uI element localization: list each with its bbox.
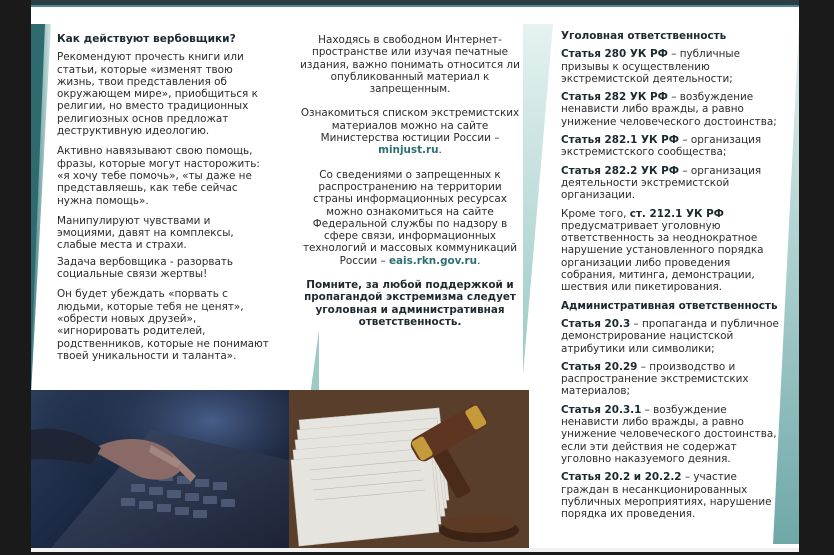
article-text: участие граждан в несанкционированных публичных мероприятиях, нарушение порядка их проведения. (561, 471, 772, 521)
column-info (299, 34, 521, 340)
article-label: Статья 20.3 (561, 317, 631, 330)
criminal-item: Статья 282 УК РФ – возбуждение ненависти либо вражды, а равно унижение человеческого достоинства; (561, 91, 777, 128)
info-paragraph-1: Находясь в свободном Интернет-пространстве или изучая печатные издания, важно понимать относится ли опубликованный материал к запрещенным. (300, 34, 520, 96)
admin-item: Статья 20.3.1 – возбуждение ненависти либо вражды, а равно унижение человеческого достоинства, если эти действия не содержат уголовно наказуемого деяния. (561, 403, 777, 465)
brochure-sheet (31, 0, 799, 552)
article-text: организация деятельности экстремистской организации. (561, 164, 762, 202)
admin-liability-heading: Административная ответственность (561, 299, 778, 312)
gavel-documents-photo (289, 390, 529, 548)
article-label: ст. 212.1 УК РФ (629, 207, 724, 220)
article-label: Статья 280 УК РФ (561, 48, 668, 61)
admin-item: Статья 20.3 – пропаганда и публичное демонстрирование нацистской атрибутики или символики; (561, 317, 779, 355)
info-paragraph-3-text: Со сведениями о запрещенных к распространению на территории страны информационных ресурсах можно ознакомиться на сайте Федеральной службы по надзору в сфере связи, информационных технологий и массовых коммуникаций России – (302, 168, 518, 267)
article-text: производство и распространение экстремистских материалов; (561, 360, 749, 398)
criminal-item: Статья 282.2 УК РФ – организация деятельности экстремистской организации. (561, 164, 762, 202)
recruiters-paragraph-4: Задача вербовщика - разорвать социальные связи жертвы! (57, 255, 234, 281)
article-text: возбуждение ненависти либо вражды, а равно унижение человеческого достоинства, если эти действия не содержат уголовно наказуемого деяния. (561, 403, 777, 465)
recruiters-paragraph-2: Активно навязывают свою помощь, фразы, которые могут насторожить: «я хочу тебе помочь», «ты даже не представляешь, как тебе сейчас нужна помощь». (57, 145, 260, 207)
article-label: Статья 20.3.1 (561, 403, 642, 416)
recruiters-paragraph-3: Манипулируют чувствами и эмоциями, давят на комплексы, слабые места и страхи. (57, 214, 234, 252)
also-prefix: Кроме того, (561, 207, 627, 220)
criminal-item: Статья 282.1 УК РФ – организация экстремистского сообщества; (561, 134, 762, 159)
also-paragraph (561, 208, 779, 294)
rkn-link[interactable]: eais.rkn.gov.ru (388, 254, 478, 267)
recruiters-paragraph-5: Он будет убеждать «порвать с людьми, которые тебя не ценят», «обрести новых друзей», «игнорировать родителей, родственников, которые не понимают твоей уникальности и таланта». (57, 288, 269, 362)
criminal-item: Статья 280 УК РФ – публичные призывы к осуществлению экстремистской деятельности; (561, 48, 740, 85)
gavel-illustration (289, 390, 529, 548)
article-label: Статья 282 УК РФ (561, 91, 668, 104)
recruiters-heading: Как действуют вербовщики? (57, 33, 236, 45)
recruiters-paragraph-1: Рекомендуют прочесть книги или статьи, которые «изменят твою жизнь, твои представления об окружающем мире», приобщиться к религии, но вместо традиционных религиозных основ предложат деструктивную идеологию. (57, 51, 258, 138)
criminal-liability-heading: Уголовная ответственность (561, 30, 727, 42)
article-text: пропаганда и публичное демонстрирование нацистской атрибутики или символики; (561, 317, 779, 355)
article-label: Статья 282.2 УК РФ (561, 164, 680, 177)
info-paragraph-2: Ознакомиться списком экстремистских материалов можно на сайте Министерства юстиции России – minjust.ru. (300, 107, 520, 157)
minjust-link[interactable]: minjust.ru (378, 144, 439, 157)
decor-triangle-mid-right (523, 24, 553, 374)
info-paragraph-2-text: Ознакомиться списком экстремистских материалов можно на сайте Министерства юстиции России – (300, 107, 520, 145)
info-paragraph-3: Со сведениями о запрещенных к распространению на территории страны информационных ресурсах можно ознакомиться на сайте Федеральной службы по надзору в сфере связи, информационных технологий и массовых коммуникаций России – eais.rkn.gov.ru. (302, 168, 518, 267)
top-accent-line (31, 5, 799, 7)
article-text: организация экстремистского сообщества; (561, 134, 762, 159)
article-label: Статья 20.2 и 20.2.2 (561, 471, 682, 484)
column-recruiters (57, 33, 271, 370)
bottom-line (31, 548, 799, 552)
article-text: возбуждение ненависти либо вражды, а равно унижение человеческого достоинства; (561, 91, 777, 128)
article-label: Статья 282.1 УК РФ (561, 134, 680, 147)
column-liability (561, 30, 779, 526)
admin-item: Статья 20.29 – производство и распространение экстремистских материалов; (561, 360, 749, 398)
article-label: Статья 20.29 (561, 360, 638, 373)
article-text: публичные призывы к осуществлению экстремистской деятельности; (561, 48, 740, 85)
admin-item: Статья 20.2 и 20.2.2 – участие граждан в несанкционированных публичных мероприятиях, нарушение порядка их проведения. (561, 471, 772, 521)
also-text: предусматривает уголовную ответственность за неоднократное нарушение установленного порядка организации либо проведения собрания, митинга, демонстрации, шествия или пикетирования. (561, 219, 764, 294)
laptop-illustration (31, 390, 289, 548)
laptop-hands-photo (31, 390, 289, 548)
warning-note: Помните, за любой поддержкой и пропагандой экстремизма следует уголовная и административная ответственность. (304, 279, 516, 328)
